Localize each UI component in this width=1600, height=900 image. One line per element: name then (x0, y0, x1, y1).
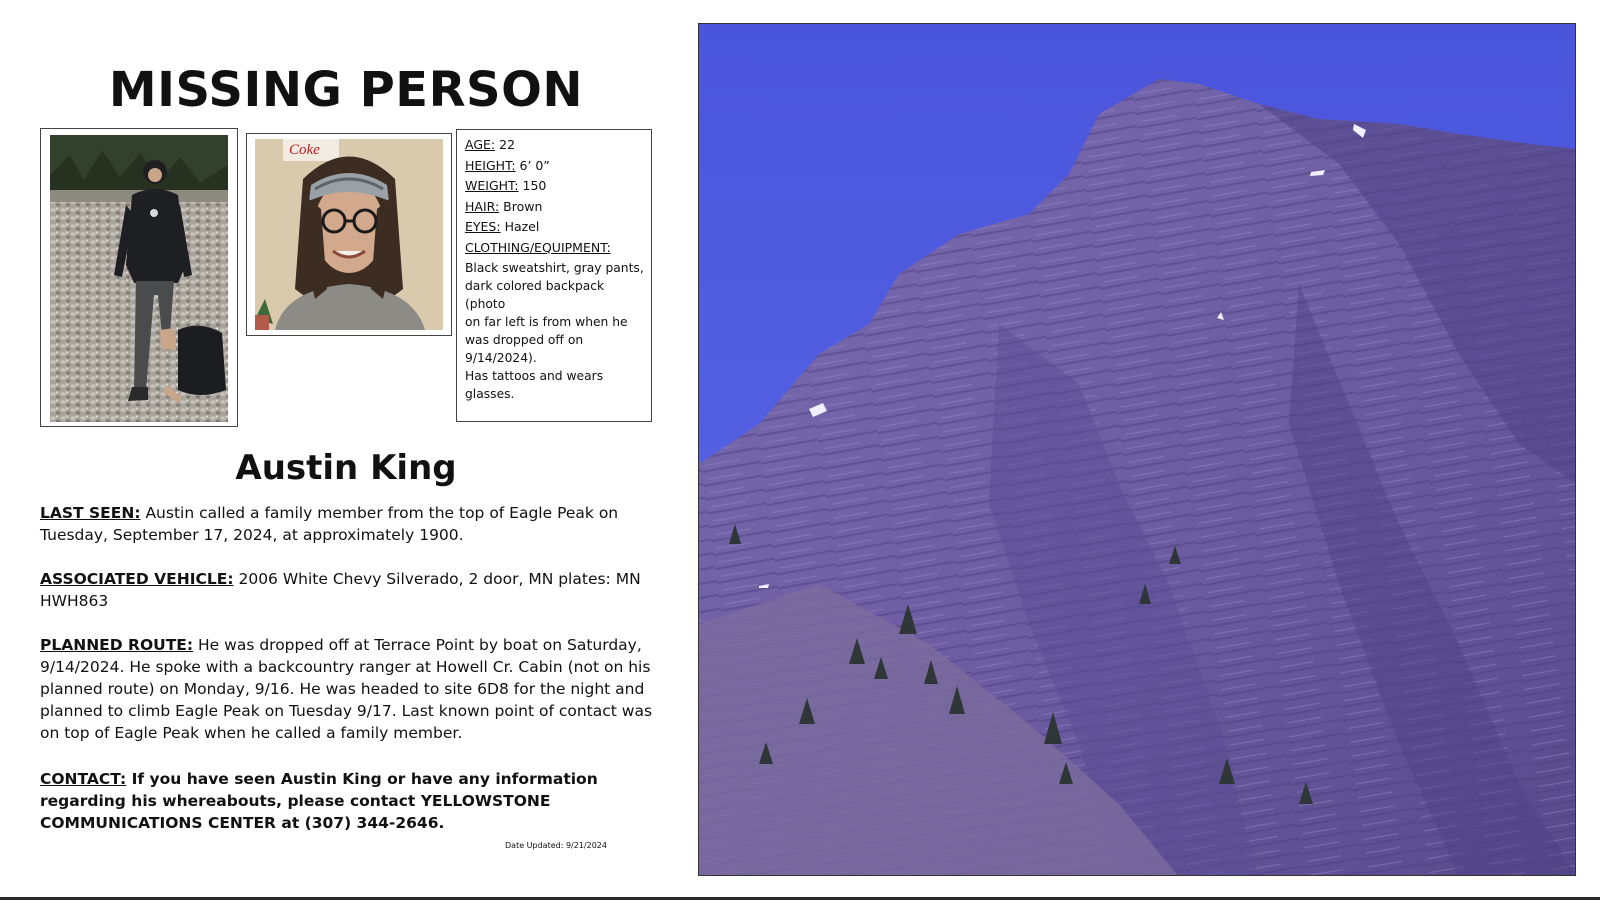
eyes-label: EYES: (465, 219, 501, 234)
poster-title: MISSING PERSON (108, 62, 584, 118)
person-name: Austin King (235, 448, 457, 488)
vehicle-label: ASSOCIATED VEHICLE: (40, 570, 234, 588)
last-seen-section (40, 502, 660, 546)
hair-row (465, 197, 644, 218)
mountain-photo (698, 23, 1576, 876)
full-body-photo-frame (40, 128, 238, 427)
full-body-photo (50, 135, 228, 422)
contact-section (40, 768, 660, 834)
vehicle-text: 2006 White Chevy Silverado, 2 door, MN plates: MN HWH863 (40, 570, 641, 610)
clothing-line: glasses. (465, 387, 515, 401)
planned-route-text: He was dropped off at Terrace Point by boat on Saturday, 9/14/2024. He spoke with a backcountry ranger at Howell Cr. Cabin (not on his planned route) on Monday, 9/16. He was headed to site 6D8 for the night and planned to climb Eagle Peak on Tuesday 9/17. Last known point of contact was on top of Eagle Peak when he called a family member. (40, 636, 653, 742)
clothing-line: dark colored backpack (photo (465, 279, 605, 311)
age-label: AGE: (465, 137, 496, 152)
clothing-label: CLOTHING/EQUIPMENT: (465, 239, 611, 255)
clothing-description (465, 259, 644, 403)
planned-route-section (40, 634, 660, 744)
weight-value: 150 (522, 178, 547, 193)
last-seen-label: LAST SEEN: (40, 504, 141, 522)
date-updated: Date Updated: 9/21/2024 (505, 841, 607, 850)
portrait-photo (255, 139, 443, 330)
clothing-line: Black sweatshirt, gray pants, (465, 261, 644, 275)
height-value: 6’ 0” (519, 157, 550, 173)
clothing-line: Has tattoos and wears (465, 369, 604, 383)
hair-label: HAIR: (465, 198, 500, 214)
contact-text: If you have seen Austin King or have any information regarding his whereabouts, please contact YELLOWSTONE COMMUNICATIONS CENTER at (307) 344-2646. (40, 770, 598, 832)
weight-label: WEIGHT: (465, 178, 519, 193)
hair-value: Brown (503, 198, 543, 214)
weight-row (465, 176, 644, 197)
age-value: 22 (499, 137, 516, 152)
planned-route-label: PLANNED ROUTE: (40, 636, 194, 654)
portrait-photo-frame (246, 133, 452, 336)
clothing-line: 9/14/2024). (465, 351, 537, 365)
physical-description-box (456, 129, 652, 422)
height-row (465, 156, 644, 177)
contact-label: CONTACT: (40, 770, 127, 788)
eyes-value: Hazel (504, 219, 540, 234)
vehicle-section (40, 568, 660, 612)
age-row (465, 135, 644, 156)
height-label: HEIGHT: (465, 157, 516, 173)
eyes-row (465, 217, 644, 238)
clothing-line: on far left is from when he (465, 315, 628, 329)
last-seen-text: Austin called a family member from the top of Eagle Peak on Tuesday, September 17, 2024, at approximately 1900. (40, 504, 619, 544)
portrait-sign-text: Coke (289, 142, 320, 158)
clothing-line: was dropped off on (465, 333, 584, 347)
